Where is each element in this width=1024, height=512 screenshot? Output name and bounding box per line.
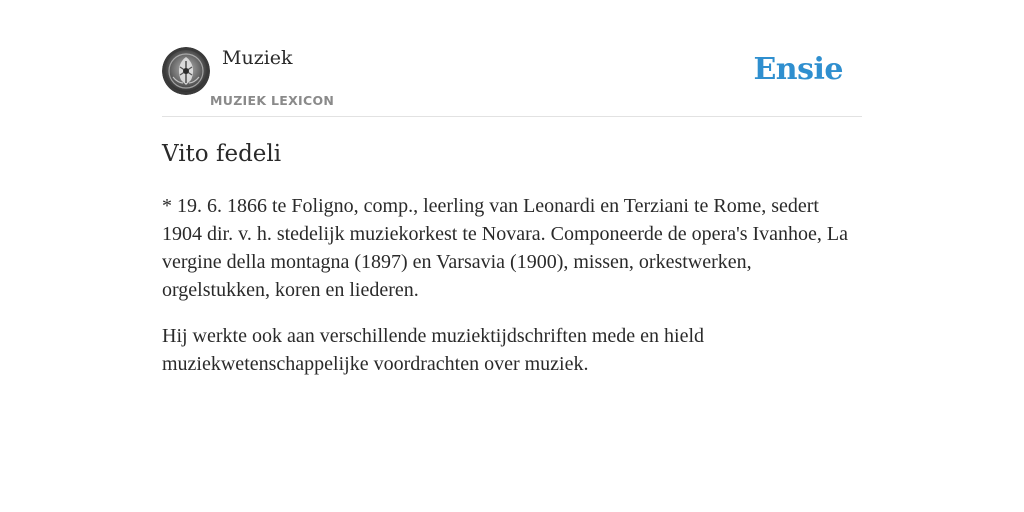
header <box>162 0 862 117</box>
article-title: Vito fedeli <box>162 141 282 167</box>
music-emblem-icon <box>162 47 210 95</box>
category-subtitle: MUZIEK LEXICON <box>210 93 335 108</box>
page <box>162 0 862 375</box>
article-body <box>162 192 862 396</box>
article-paragraph: Hij werkte ook aan verschillende muziektijdschriften mede en hield muziekwetenschappelijke voordrachten over muziek. <box>162 325 705 375</box>
ensie-logo[interactable]: Ensie <box>753 52 843 87</box>
article-paragraph: * 19. 6. 1866 te Foligno, comp., leerling van Leonardi en Terziani te Rome, sedert 1904 dir. v. h. stedelijk muziekorkest te Novara. Componeerde de opera's Ivanhoe, La vergine della montagna (1897) en Varsavia (1900), missen, orkestwerken, orgelstukken, koren en liederen. <box>162 195 848 301</box>
category-title[interactable]: Muziek <box>222 47 293 69</box>
category-avatar[interactable] <box>162 47 210 95</box>
